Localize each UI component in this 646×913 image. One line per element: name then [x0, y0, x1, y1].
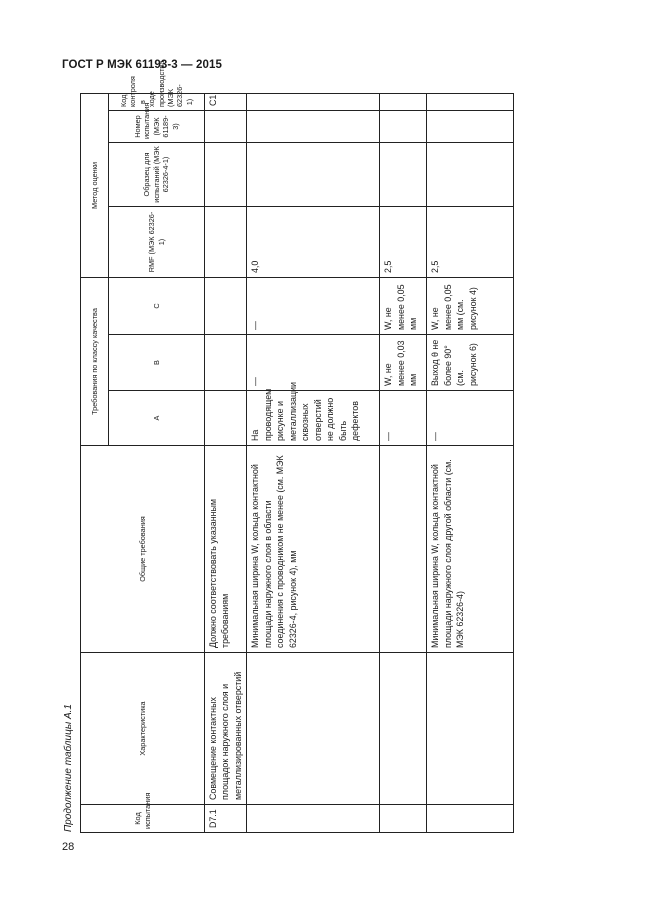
row3-rmf: 2,5: [380, 207, 427, 278]
row4-general: Минимальная ширина W, кольца контактной площади наружного слоя другой области (см. МЭК 62326-4): [427, 446, 514, 653]
row3-code: [380, 805, 427, 833]
row1-sample: [205, 143, 247, 207]
row3-general: [380, 446, 427, 653]
row1-class-a: [205, 391, 247, 446]
row2-class-a: На проводящем рисунке и металлизации сквозных отверстий не должно быть дефектов: [247, 391, 380, 446]
row3-characteristic: [380, 653, 427, 805]
row2-test-number: [247, 111, 380, 143]
row4-code: [427, 805, 514, 833]
row2-sample: [247, 143, 380, 207]
row3-class-b: W, не менее 0,03 мм: [380, 335, 427, 391]
header-class-b: В: [109, 335, 205, 391]
row4-rmf: 2,5: [427, 207, 514, 278]
row1-control-code: C1: [205, 94, 247, 111]
header-class-a: А: [109, 391, 205, 446]
row4-characteristic: [427, 653, 514, 805]
row3-sample: [380, 143, 427, 207]
row2-class-b: —: [247, 335, 380, 391]
header-test-number: Номер испытания (МЭК 61189-3): [109, 111, 205, 143]
row2-general: Минимальная ширина W, кольца контактной площади наружного слоя в области соединения с проводником не менее (см. МЭК 62326-4, рисунок 4), мм: [247, 446, 380, 653]
row2-class-c: —: [247, 278, 380, 335]
row2-rmf: 4,0: [247, 207, 380, 278]
row1-class-b: [205, 335, 247, 391]
header-method-group: Метод оценки: [81, 94, 109, 278]
header-control-code: Код контроля в ходе производства (МЭК 62326-1): [109, 94, 205, 111]
header-sample: Образец для испытаний (МЭК 62326-4-1): [109, 143, 205, 207]
row3-control-code: [380, 94, 427, 111]
row2-code: [247, 805, 380, 833]
row3-test-number: [380, 111, 427, 143]
row1-rmf: [205, 207, 247, 278]
header-general: Общие требования: [81, 446, 205, 653]
row2-characteristic: [247, 653, 380, 805]
row1-test-number: [205, 111, 247, 143]
header-characteristic: Характеристика: [81, 653, 205, 805]
row1-code: D7.1: [205, 805, 247, 833]
row4-sample: [427, 143, 514, 207]
row4-control-code: [427, 94, 514, 111]
row4-class-c: W, не менее 0,05 мм (см. рисунок 4): [427, 278, 514, 335]
header-quality-group: Требования по классу качества: [81, 278, 109, 446]
page-number: 28: [62, 841, 75, 853]
table-caption: Продолжение таблицы А.1: [63, 704, 74, 832]
header-rmf: RMF (МЭК 62326-1): [109, 207, 205, 278]
row1-general: Должно соответствовать указанным требованиям: [205, 446, 247, 653]
row4-class-b: Выход θ не более 90° (см. рисунок 6): [427, 335, 514, 391]
header-code: Код испытания: [81, 805, 205, 833]
row3-class-c: W, не менее 0,05 мм: [380, 278, 427, 335]
row4-class-a: —: [427, 391, 514, 446]
row4-test-number: [427, 111, 514, 143]
document-header: ГОСТ Р МЭК 61193-3 — 2015: [62, 59, 222, 71]
row1-characteristic: Совмещение контактных площадок наружного слоя и металлизированных отверстий: [205, 653, 247, 805]
header-class-c: С: [109, 278, 205, 335]
row3-class-a: —: [380, 391, 427, 446]
row2-control-code: [247, 94, 380, 111]
row1-class-c: [205, 278, 247, 335]
